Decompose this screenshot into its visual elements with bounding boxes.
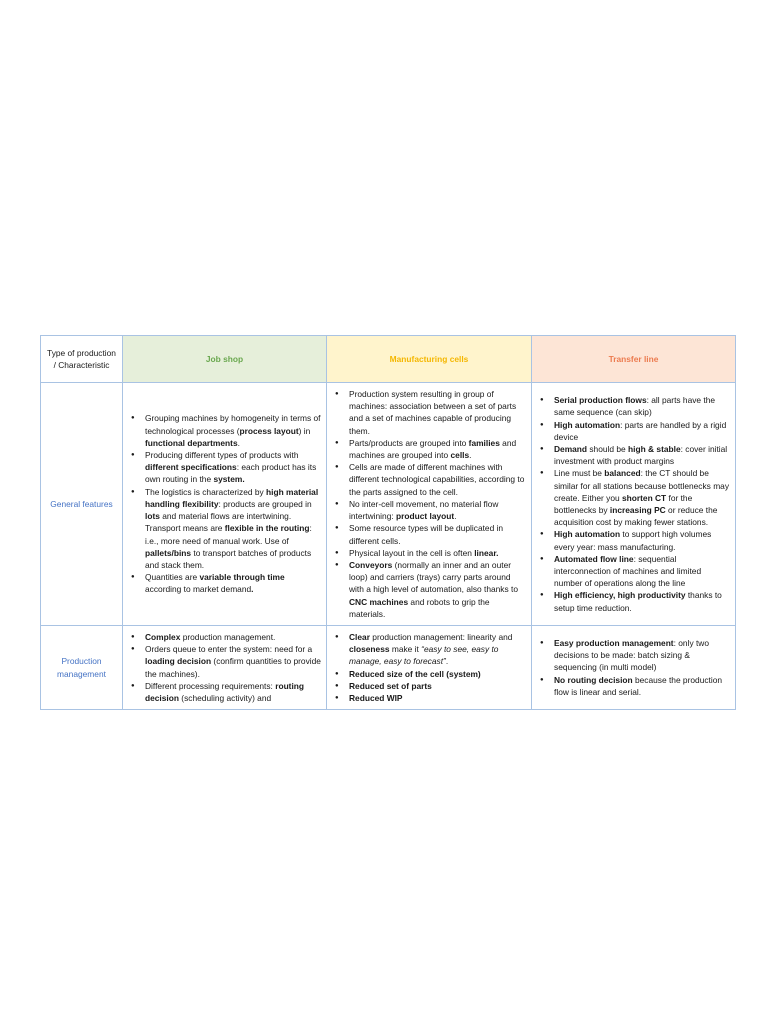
comparison-table: [40, 335, 736, 710]
bullet-item: [349, 680, 526, 692]
text-run: .: [237, 437, 240, 448]
bullet-item: [554, 443, 730, 467]
bold-text: Clear: [349, 631, 370, 642]
bold-text: balanced: [604, 468, 641, 479]
bold-text: shorten CT: [621, 492, 667, 503]
text-run: ) in: [298, 425, 311, 436]
bullet-list: [537, 394, 730, 614]
cell-manufacturing-cells-general: [327, 383, 532, 626]
corner-header: Type of production / Characteristic: [41, 336, 123, 383]
text-run: to support high volumes every year: mass manufacturing.: [554, 529, 712, 552]
bold-text: variable through time: [199, 572, 285, 583]
bold-text: High automation: [554, 529, 621, 540]
bullet-item: [554, 394, 730, 418]
bold-text: linear.: [474, 547, 499, 558]
bullet-item: [145, 571, 321, 595]
text-run: should be: [587, 443, 629, 454]
text-run: Orders queue to enter the system: need for a: [145, 644, 313, 655]
bullet-item: [145, 412, 321, 449]
text-run: to transport batches of products and stack them.: [145, 547, 312, 570]
bullet-item: [145, 643, 321, 680]
bold-text: Conveyors: [349, 559, 393, 570]
column-header-manufacturing-cells: Manufacturing cells: [327, 336, 532, 383]
text-run: : sequential interconnection of machines and limited number of operations along the line: [554, 553, 702, 589]
bullet-item: [349, 559, 526, 620]
bullet-item: [145, 631, 321, 643]
bullet-list: [128, 412, 321, 595]
text-run: or reduce the acquisition cost by making fewer stations.: [554, 505, 718, 528]
bullet-item: [349, 668, 526, 680]
text-run: Physical layout in the cell is often: [349, 547, 475, 558]
text-run: .: [445, 656, 449, 667]
text-run: : i.e., more need of manual work. Use of: [145, 523, 312, 546]
text-run: according to market demand: [145, 584, 252, 595]
bold-text: loading decision: [145, 656, 212, 667]
bold-text: routing decision: [145, 680, 305, 703]
bullet-item: [349, 388, 526, 437]
bold-text: high & stable: [628, 443, 681, 454]
bold-text: pallets/bins: [145, 547, 192, 558]
cell-transfer-line-management: [532, 626, 736, 710]
bold-text: .: [251, 584, 254, 595]
bullet-item: [145, 449, 321, 486]
text-run: : the CT should be similar for all stations because bottlenecks may create. Either you: [554, 468, 730, 503]
bold-text: product layout: [396, 511, 455, 522]
bold-text: Complex: [145, 631, 181, 642]
bullet-list: [332, 388, 526, 620]
column-header-job-shop: Job shop: [123, 336, 327, 383]
text-run: Cells are made of different machines with different technological capabilities, according to the parts assigned to the cell.: [349, 462, 525, 497]
bullet-item: [554, 589, 730, 613]
bullet-item: [554, 553, 730, 590]
bullet-item: [554, 419, 730, 443]
bullet-item: [349, 631, 526, 668]
text-run: for the bottlenecks by: [554, 492, 693, 515]
bold-text: Demand: [554, 443, 588, 454]
text-run: and material flows are intertwining. Transport means are: [145, 511, 292, 534]
bullet-item: [554, 674, 730, 698]
bullet-list: [128, 631, 321, 704]
text-run: and robots to grip the materials.: [349, 596, 490, 619]
header-row: [41, 336, 736, 383]
text-run: (confirm quantities to provide the machines).: [145, 656, 321, 679]
bold-text: increasing PC: [609, 505, 666, 515]
text-run: .: [454, 511, 457, 522]
cell-manufacturing-cells-management: [327, 626, 532, 710]
text-run: because the production flow is linear and serial.: [554, 674, 723, 697]
text-run: : cover initial investment with product margins: [554, 443, 728, 467]
text-run: Quantities are: [145, 572, 200, 583]
text-run: Production system resulting in group of machines: association between a set of parts and a set of machines capable of producing them.: [349, 389, 517, 436]
text-run: Some resource types will be duplicated in different cells.: [349, 523, 504, 546]
bold-text: Reduced WIP: [349, 692, 403, 703]
bold-text: closeness: [349, 644, 390, 655]
text-run: No inter-cell movement, no material flow intertwining:: [349, 498, 499, 522]
bold-text: high material handling flexibility: [145, 486, 319, 509]
bold-text: families: [468, 437, 500, 448]
bold-text: High automation: [554, 419, 621, 430]
bullet-item: [145, 486, 321, 571]
bold-text: lots: [145, 511, 160, 522]
bullet-item: [349, 522, 526, 546]
text-run: thanks to setup time reduction.: [554, 590, 722, 613]
bullet-list: [537, 637, 730, 698]
bullet-item: [349, 547, 526, 559]
bullet-item: [349, 498, 526, 522]
text-run: : only two decisions to be made: batch sizing & sequencing (in multi model): [554, 637, 709, 673]
text-run: (normally an inner and an outer loop) and carriers (trays) carry parts around with a high level of automation, also thanks to: [349, 559, 518, 595]
cell-transfer-line-general: [532, 383, 736, 626]
text-run: : parts are handled by a rigid device: [554, 419, 727, 442]
bullet-item: [349, 437, 526, 461]
bullet-item: [349, 461, 526, 498]
cell-job-shop-general: [123, 383, 327, 626]
bold-text: High efficiency, high productivity: [554, 590, 686, 601]
bold-text: process layout: [239, 425, 299, 436]
bold-text: Reduced set of parts: [349, 680, 432, 691]
bullet-item: [145, 680, 321, 704]
text-run: : each product has its own routing in the: [145, 462, 317, 485]
bullet-list: [332, 631, 526, 704]
cell-job-shop-management: [123, 626, 327, 710]
row-label-general-features: General features: [41, 383, 123, 626]
bold-text: cells: [450, 450, 470, 461]
bullet-item: [554, 637, 730, 674]
text-run: Different processing requirements:: [145, 680, 276, 691]
bold-text: CNC machines: [349, 596, 409, 607]
bold-text: flexible in the routing: [224, 523, 310, 534]
bold-text: different specifications: [145, 462, 237, 473]
bold-text: Reduced size of the cell (system): [349, 668, 481, 679]
bold-text: No routing decision: [554, 674, 633, 685]
text-run: Grouping machines by homogeneity in terms of technological processes (: [145, 413, 321, 436]
text-run: : all parts have the same sequence (can skip): [554, 395, 716, 418]
text-run: (scheduling activity) and: [178, 692, 272, 703]
text-run: Producing different types of products with: [145, 450, 299, 461]
bold-text: system.: [213, 474, 245, 485]
bold-text: functional departments: [145, 437, 238, 448]
bold-text: Serial production flows: [554, 395, 647, 406]
italic-text: “easy to see, easy to manage, easy to forecast”: [349, 644, 499, 667]
text-run: production management.: [180, 631, 276, 642]
column-header-transfer-line: Transfer line: [532, 336, 736, 383]
row-label-production-management: Production management: [41, 626, 123, 710]
text-run: and machines are grouped into: [349, 437, 517, 461]
row-production-management: [41, 626, 736, 710]
text-run: Parts/products are grouped into: [349, 437, 469, 448]
text-run: .: [469, 450, 472, 461]
bold-text: Automated flow line: [554, 553, 634, 564]
text-run: : products are grouped in: [218, 498, 312, 509]
bullet-item: [554, 467, 730, 528]
bullet-item: [349, 692, 526, 704]
bold-text: Easy production management: [554, 637, 674, 648]
text-run: production management: linearity and: [369, 631, 513, 642]
text-run: The logistics is characterized by: [145, 486, 267, 497]
row-general-features: [41, 383, 736, 626]
text-run: Line must be: [554, 468, 605, 479]
text-run: make it: [389, 644, 422, 655]
bullet-item: [554, 528, 730, 552]
